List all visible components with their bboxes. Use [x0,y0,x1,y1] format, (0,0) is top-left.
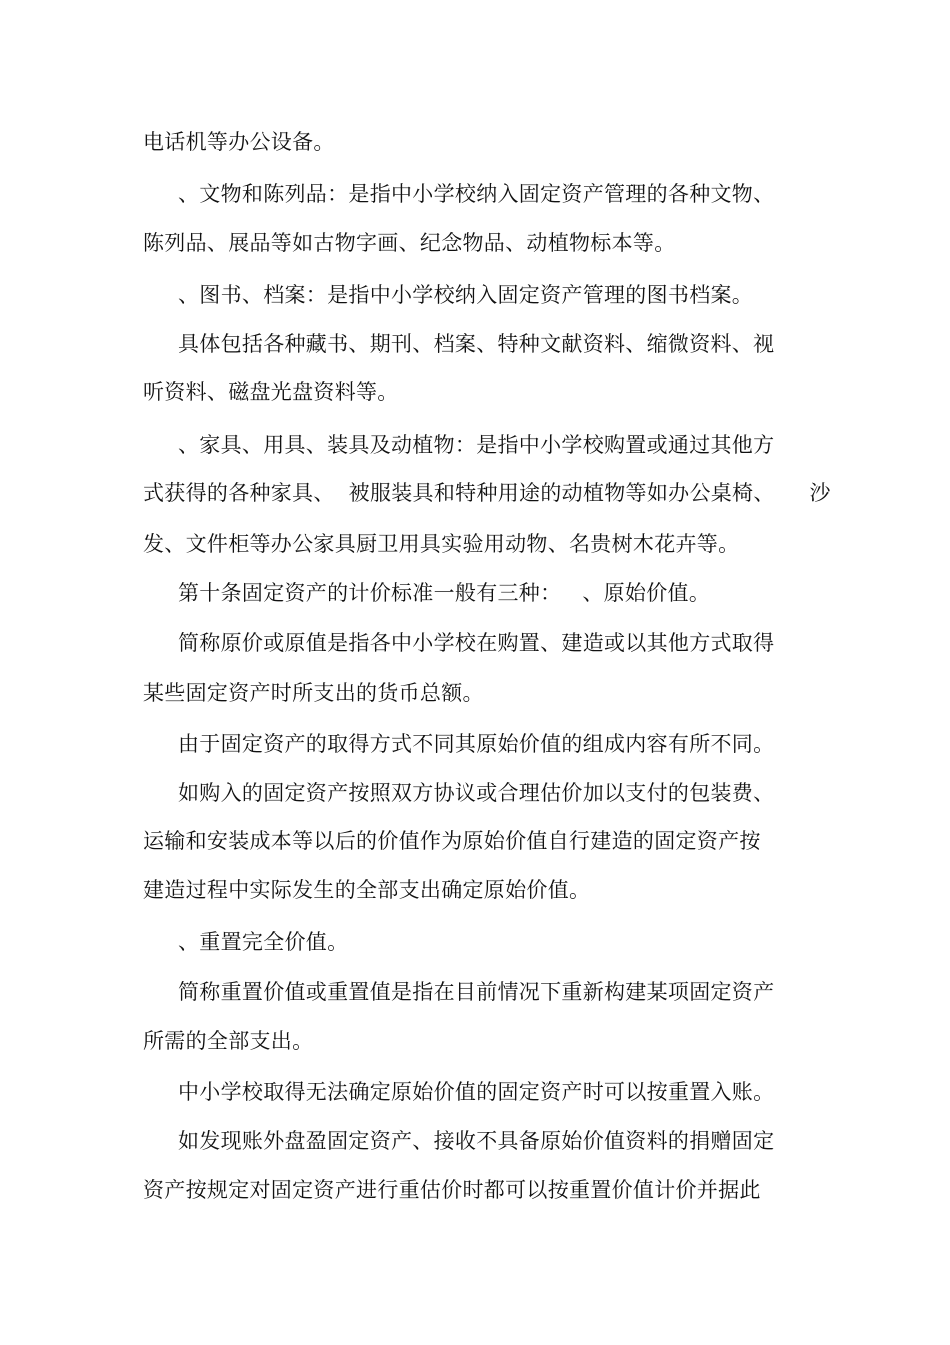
text-line: 简称原价或原值是指各中小学校在购置、建造或以其他方式取得 [178,631,775,655]
text-line: 陈列品、展品等如古物字画、纪念物品、动植物标本等。 [143,231,676,255]
text-line: 发、文件柜等办公家具厨卫用具实验用动物、名贵树木花卉等。 [143,532,740,556]
text-line: 由于固定资产的取得方式不同其原始价值的组成内容有所不同。 [178,732,775,756]
text-line: 如发现账外盘盈固定资产、接收不具备原始价值资料的捐赠固定 [178,1129,775,1153]
text-line: 运输和安装成本等以后的价值作为原始价值自行建造的固定资产按 [143,829,761,853]
text-line: 某些固定资产时所支出的货币总额。 [143,681,484,705]
text-line: 如购入的固定资产按照双方协议或合理估价加以支付的包装费、 [178,781,775,805]
text-line: 、家具、用具、装具及动植物：是指中小学校购置或通过其他方 [178,433,775,457]
text-line: 、文物和陈列品：是指中小学校纳入固定资产管理的各种文物、 [178,182,775,206]
text-line: 第十条固定资产的计价标准一般有三种： 、原始价值。 [178,581,711,605]
text-line: 资产按规定对固定资产进行重估价时都可以按重置价值计价并据此 [143,1178,761,1202]
text-line: 建造过程中实际发生的全部支出确定原始价值。 [143,878,591,902]
text-line: 中小学校取得无法确定原始价值的固定资产时可以按重置入账。 [178,1080,775,1104]
text-line: 简称重置价值或重置值是指在目前情况下重新构建某项固定资产 [178,980,775,1004]
text-line: 、图书、档案：是指中小学校纳入固定资产管理的图书档案。 [178,283,754,307]
text-line: 具体包括各种藏书、期刊、档案、特种文献资料、缩微资料、视 [178,332,775,356]
text-line: 电话机等办公设备。 [143,130,335,154]
text-line: 所需的全部支出。 [143,1029,314,1053]
text-line: 式获得的各种家具、 被服装具和特种用途的动植物等如办公桌椅、 沙 [143,481,831,505]
text-line: 、重置完全价值。 [178,930,349,954]
text-line: 听资料、磁盘光盘资料等。 [143,380,399,404]
